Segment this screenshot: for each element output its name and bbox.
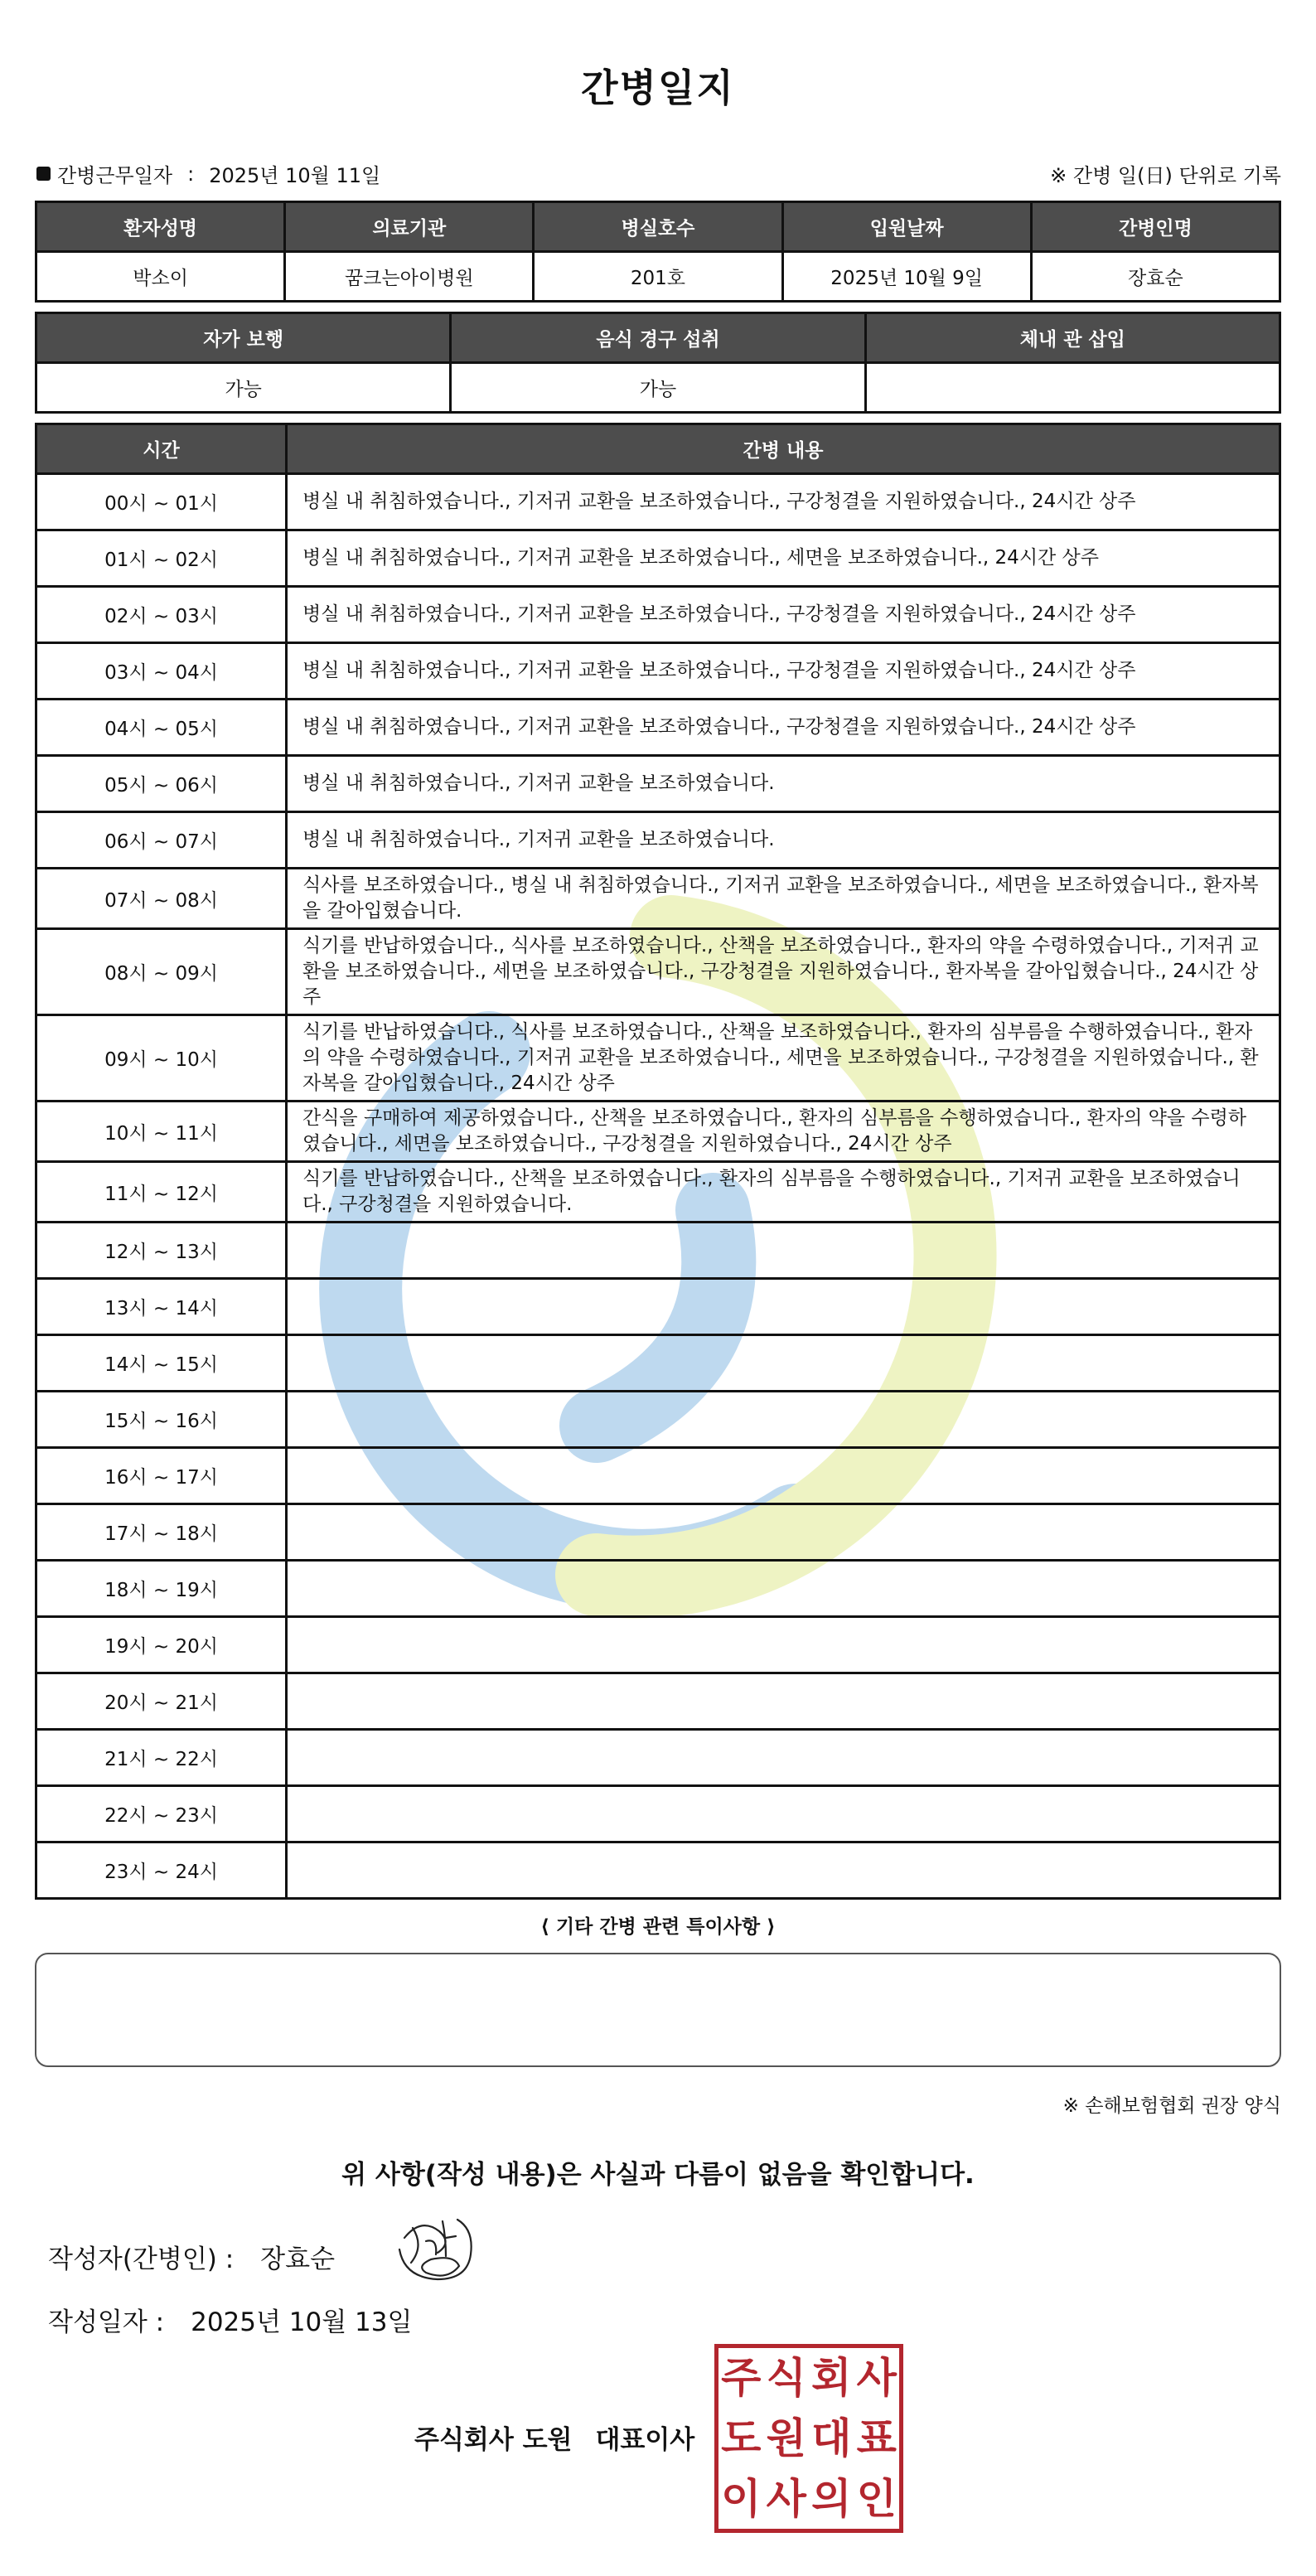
log-time: 01시 ~ 02시 [36, 530, 287, 587]
seal-character: 식 [766, 2354, 806, 2403]
bullet-square-icon [36, 167, 51, 181]
seal-character: 인 [856, 2474, 897, 2523]
log-row [36, 1102, 1280, 1162]
log-time: 13시 ~ 14시 [36, 1279, 287, 1335]
log-time: 04시 ~ 05시 [36, 700, 287, 756]
header-care-content: 간병 내용 [287, 424, 1280, 474]
hospital-name: 꿈크는아이병원 [285, 252, 534, 302]
log-time: 10시 ~ 11시 [36, 1102, 287, 1162]
log-time: 23시 ~ 24시 [36, 1842, 287, 1899]
log-row [36, 1730, 1280, 1786]
log-content [287, 1335, 1280, 1392]
work-date-label: 간병근무일자 [57, 164, 173, 187]
log-content: 식사를 보조하였습니다., 병실 내 취침하였습니다., 기저귀 교환을 보조하였습니다., 세면을 보조하였습니다., 환자복을 갈아입혔습니다. [287, 869, 1280, 929]
log-content [287, 1561, 1280, 1617]
log-content: 식기를 반납하였습니다., 식사를 보조하였습니다., 산책을 보조하였습니다., 환자의 약을 수령하였습니다., 기저귀 교환을 보조하였습니다., 세면을 보조하였습니다., 구강청결을 지원하였습니다., 환자복을 갈아입혔습니다., 24시간 상주 [287, 929, 1280, 1015]
seal-character: 주 [721, 2354, 762, 2403]
log-content: 식기를 반납하였습니다., 식사를 보조하였습니다., 산책을 보조하였습니다., 환자의 심부름을 수행하였습니다., 환자의 약을 수령하였습니다., 기저귀 교환을 보조하였습니다., 세면을 보조하였습니다., 구강청결을 지원하였습니다., 환자복을 갈아입혔습니다., 24시간 상주 [287, 1015, 1280, 1102]
company-name: 주식회사 도원 [414, 2425, 573, 2455]
log-row [36, 1015, 1280, 1102]
log-row [36, 474, 1280, 530]
signature-image [388, 2213, 479, 2283]
work-date-value: 2025년 10월 11일 [209, 164, 381, 187]
work-date-separator: : [187, 162, 195, 186]
work-date [36, 159, 380, 188]
log-time: 20시 ~ 21시 [36, 1673, 287, 1730]
log-time: 00시 ~ 01시 [36, 474, 287, 530]
seal-character: 원 [766, 2414, 806, 2462]
log-content: 식기를 반납하였습니다., 산책을 보조하였습니다., 환자의 심부름을 수행하였습니다., 기저귀 교환을 보조하였습니다., 구강청결을 지원하였습니다. [287, 1162, 1280, 1223]
log-content [287, 1504, 1280, 1561]
log-time: 05시 ~ 06시 [36, 756, 287, 812]
log-time: 14시 ~ 15시 [36, 1335, 287, 1392]
header-patient-name: 환자성명 [36, 202, 285, 252]
log-content: 병실 내 취침하였습니다., 기저귀 교환을 보조하였습니다., 구강청결을 지원하였습니다., 24시간 상주 [287, 587, 1280, 643]
log-row [36, 1279, 1280, 1335]
header-caregiver: 간병인명 [1031, 202, 1280, 252]
tube-value [865, 363, 1280, 413]
header-admission-date: 입원날짜 [782, 202, 1031, 252]
written-date-value: 2025년 10월 13일 [191, 2307, 413, 2337]
log-row [36, 1448, 1280, 1504]
log-content [287, 1786, 1280, 1842]
log-time: 03시 ~ 04시 [36, 643, 287, 700]
log-time: 17시 ~ 18시 [36, 1504, 287, 1561]
header-walking: 자가 보행 [36, 313, 451, 363]
seal-character: 이 [721, 2474, 762, 2523]
log-content [287, 1392, 1280, 1448]
log-row [36, 1617, 1280, 1673]
log-time: 07시 ~ 08시 [36, 869, 287, 929]
log-row [36, 1504, 1280, 1561]
admission-date: 2025년 10월 9일 [782, 252, 1031, 302]
log-content [287, 1223, 1280, 1279]
log-content: 병실 내 취침하였습니다., 기저귀 교환을 보조하였습니다. [287, 812, 1280, 869]
log-content [287, 1842, 1280, 1899]
log-content: 병실 내 취침하였습니다., 기저귀 교환을 보조하였습니다., 구강청결을 지원하였습니다., 24시간 상주 [287, 643, 1280, 700]
patient-info-table [35, 201, 1281, 303]
remarks-box [35, 1953, 1281, 2067]
log-row [36, 1842, 1280, 1899]
log-time: 09시 ~ 10시 [36, 1015, 287, 1102]
log-content [287, 1279, 1280, 1335]
seal-character: 사 [766, 2474, 806, 2523]
company-row [414, 2419, 694, 2456]
header-tube: 체내 관 삽입 [865, 313, 1280, 363]
room-number: 201호 [534, 252, 782, 302]
oral-intake-value: 가능 [451, 363, 865, 413]
log-row [36, 869, 1280, 929]
remarks-title: ⟨ 기타 간병 관련 특이사항 ⟩ [540, 1916, 776, 1938]
log-time: 21시 ~ 22시 [36, 1730, 287, 1786]
log-content: 병실 내 취침하였습니다., 기저귀 교환을 보조하였습니다., 세면을 보조하였습니다., 24시간 상주 [287, 530, 1280, 587]
log-row [36, 1162, 1280, 1223]
log-time: 18시 ~ 19시 [36, 1561, 287, 1617]
log-content: 병실 내 취침하였습니다., 기저귀 교환을 보조하였습니다. [287, 756, 1280, 812]
log-time: 12시 ~ 13시 [36, 1223, 287, 1279]
log-content: 병실 내 취침하였습니다., 기저귀 교환을 보조하였습니다., 구강청결을 지원하였습니다., 24시간 상주 [287, 700, 1280, 756]
walking-value: 가능 [36, 363, 451, 413]
seal-character: 표 [856, 2414, 897, 2462]
log-time: 02시 ~ 03시 [36, 587, 287, 643]
writer-name: 장효순 [260, 2244, 336, 2274]
patient-name: 박소이 [36, 252, 285, 302]
confirmation-statement: 위 사항(작성 내용)은 사실과 다름이 없음을 확인합니다. [341, 2160, 975, 2190]
seal-character: 의 [811, 2474, 852, 2523]
company-seal-stamp [714, 2344, 903, 2533]
log-content [287, 1617, 1280, 1673]
log-content [287, 1448, 1280, 1504]
log-row [36, 1786, 1280, 1842]
log-time: 08시 ~ 09시 [36, 929, 287, 1015]
log-time: 15시 ~ 16시 [36, 1392, 287, 1448]
log-row [36, 587, 1280, 643]
log-time: 16시 ~ 17시 [36, 1448, 287, 1504]
patient-status-table [35, 312, 1281, 414]
log-row [36, 1335, 1280, 1392]
log-content [287, 1730, 1280, 1786]
log-time: 22시 ~ 23시 [36, 1786, 287, 1842]
unit-note: ※ 간병 일(日) 단위로 기록 [1050, 164, 1281, 187]
log-row [36, 700, 1280, 756]
log-row [36, 530, 1280, 587]
page-title: 간병일지 [581, 65, 735, 110]
log-row [36, 1223, 1280, 1279]
written-date-row [48, 2301, 412, 2338]
care-log-table [35, 423, 1281, 1900]
header-time: 시간 [36, 424, 287, 474]
header-oral-intake: 음식 경구 섭취 [451, 313, 865, 363]
writer-label: 작성자(간병인) : [48, 2244, 235, 2274]
header-hospital: 의료기관 [285, 202, 534, 252]
log-content: 간식을 구매하여 제공하였습니다., 산책을 보조하였습니다., 환자의 심부름을 수행하였습니다., 환자의 약을 수령하였습니다., 세면을 보조하였습니다., 구강청결을 지원하였습니다., 24시간 상주 [287, 1102, 1280, 1162]
writer-row [48, 2238, 335, 2275]
seal-character: 도 [721, 2414, 762, 2462]
log-time: 06시 ~ 07시 [36, 812, 287, 869]
log-content: 병실 내 취침하였습니다., 기저귀 교환을 보조하였습니다., 구강청결을 지원하였습니다., 24시간 상주 [287, 474, 1280, 530]
log-row [36, 643, 1280, 700]
log-row [36, 1673, 1280, 1730]
header-room: 병실호수 [534, 202, 782, 252]
log-row [36, 756, 1280, 812]
standard-note: ※ 손해보험협회 권장 양식 [1062, 2095, 1281, 2117]
log-time: 11시 ~ 12시 [36, 1162, 287, 1223]
ceo-title: 대표이사 [595, 2425, 695, 2455]
caregiver-name: 장효순 [1031, 252, 1280, 302]
log-row [36, 929, 1280, 1015]
seal-character: 대 [811, 2414, 852, 2462]
log-row [36, 812, 1280, 869]
log-time: 19시 ~ 20시 [36, 1617, 287, 1673]
written-date-label: 작성일자 : [48, 2307, 165, 2337]
seal-character: 사 [856, 2354, 897, 2403]
seal-character: 회 [811, 2354, 852, 2403]
log-row [36, 1392, 1280, 1448]
log-row [36, 1561, 1280, 1617]
log-content [287, 1673, 1280, 1730]
